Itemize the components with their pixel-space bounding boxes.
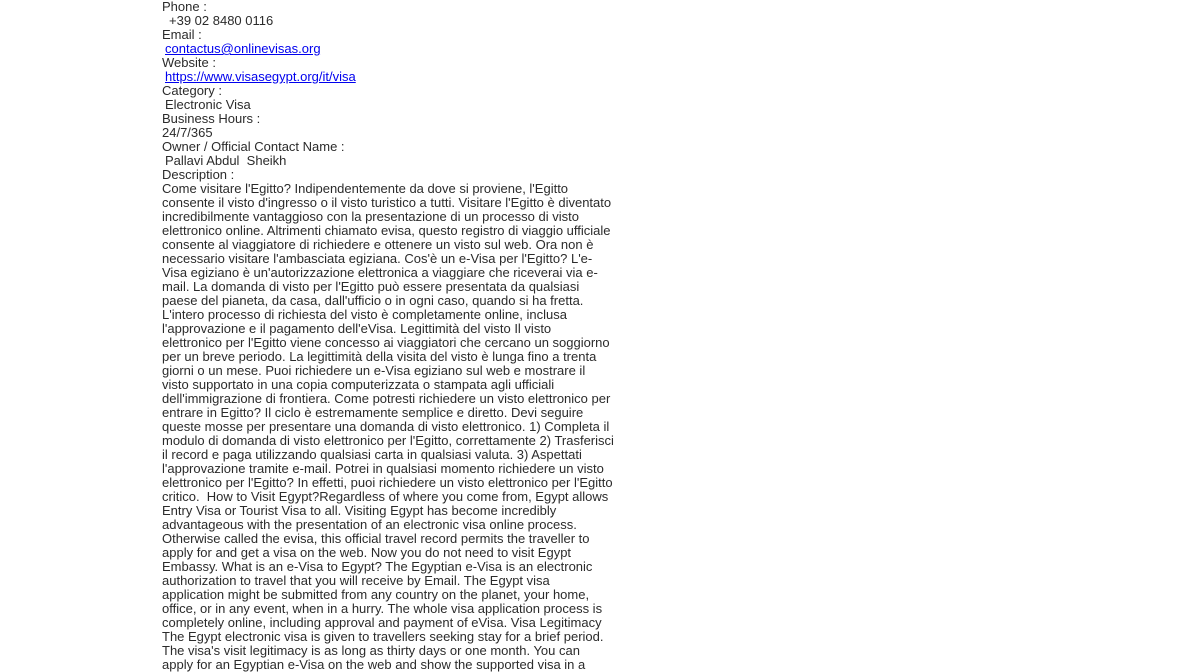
business-hours-field <box>162 112 614 140</box>
phone-label: Phone : <box>162 0 207 14</box>
owner-value: Pallavi Abdul Sheikh <box>165 153 287 168</box>
category-value: Electronic Visa <box>165 97 251 112</box>
description-label: Description : <box>162 167 235 182</box>
category-field <box>162 84 614 112</box>
business-hours-label: Business Hours : <box>162 111 261 126</box>
description-field <box>162 167 618 672</box>
owner-field <box>162 140 614 168</box>
owner-label: Owner / Official Contact Name : <box>162 139 345 154</box>
description-text: Come visitare l'Egitto? Indipendentemente da dove si proviene, l'Egitto consente il visto d'ingresso o il visto turistico a tutti. Visitare l'Egitto è diventato incredibilmente vantaggioso con la presentazione di un processo di visto elettronico online. Altrimenti chiamato evisa, questo registro di viaggio ufficiale consente al viaggiatore di richiedere e ottenere un visto sul web. Ora non è necessario visitare l'ambasciata egiziana. Cos'è un e-Visa per l'Egitto? L'e-Visa egiziano è un'autorizzazione elettronica a viaggiare che riceverai via e-mail. La domanda di visto per l'Egitto può essere presentata da qualsiasi paese del pianeta, da casa, dall'ufficio o in ogni caso, quando si ha fretta. L'intero processo di richiesta del visto è completamente online, inclusa l'approvazione e il pagamento dell'eVisa. Legittimità del visto Il visto elettronico per l'Egitto viene concesso ai viaggiatori che cercano un soggiorno per un breve periodo. La legittimità della visita del visto è lunga fino a trenta giorni o un mese. Puoi richiedere un e-Visa egiziano sul web e mostrare il visto supportato in una copia computerizzata o stampata agli ufficiali dell'immigrazione di frontiera. Come potresti richiedere un visto elettronico per entrare in Egitto? Il ciclo è estremamente semplice e diretto. Devi seguire queste mosse per presentare una domanda di visto elettronico. 1) Completa il modulo di domanda di visto elettronico per l'Egitto, correttamente 2) Trasferisci il record e paga utilizzando qualsiasi carta in qualsiasi valuta. 3) Aspettati l'approvazione tramite e-mail. Potrei in qualsiasi momento richiedere un visto elettronico per l'Egitto? In effetti, puoi richiedere un visto elettronico per l'Egitto critico. How to Visit Egypt?Regardless of where you come from, Egypt allows Entry Visa or Tourist Visa to all. Visiting Egypt has become incredibly advantageous with the presentation of an electronic visa online process. Otherwise called the evisa, this official travel record permits the traveller to apply for and get a visa on the web. Now you do not need to visit Egypt Embassy. What is an e-Visa to Egypt? The Egyptian e-Visa is an electronic authorization to travel that you will receive by Email. The Egypt visa application might be submitted from any country on the planet, your home, office, or in any event, when in a hurry. The whole visa application process is completely online, including approval and payment of eVisa. Visa Legitimacy The Egypt electronic visa is given to travellers seeking stay for a brief period. The visa's visit legitimacy is as long as thirty days or one month. You can apply for an Egyptian e-Visa on the web and show the supported visa in a <box>162 181 618 672</box>
website-value <box>162 70 614 84</box>
email-label: Email : <box>162 27 202 42</box>
website-label: Website : <box>162 55 216 70</box>
email-value <box>162 42 614 56</box>
phone-field <box>162 0 614 28</box>
email-link[interactable]: contactus@onlinevisas.org <box>165 41 321 56</box>
business-hours-value: 24/7/365 <box>162 125 213 140</box>
website-link[interactable]: https://www.visasegypt.org/it/visa <box>165 69 356 84</box>
category-label: Category : <box>162 83 222 98</box>
website-field <box>162 56 614 84</box>
listing-details <box>162 0 618 672</box>
phone-value: +39 02 8480 0116 <box>169 13 274 28</box>
email-field <box>162 28 614 56</box>
